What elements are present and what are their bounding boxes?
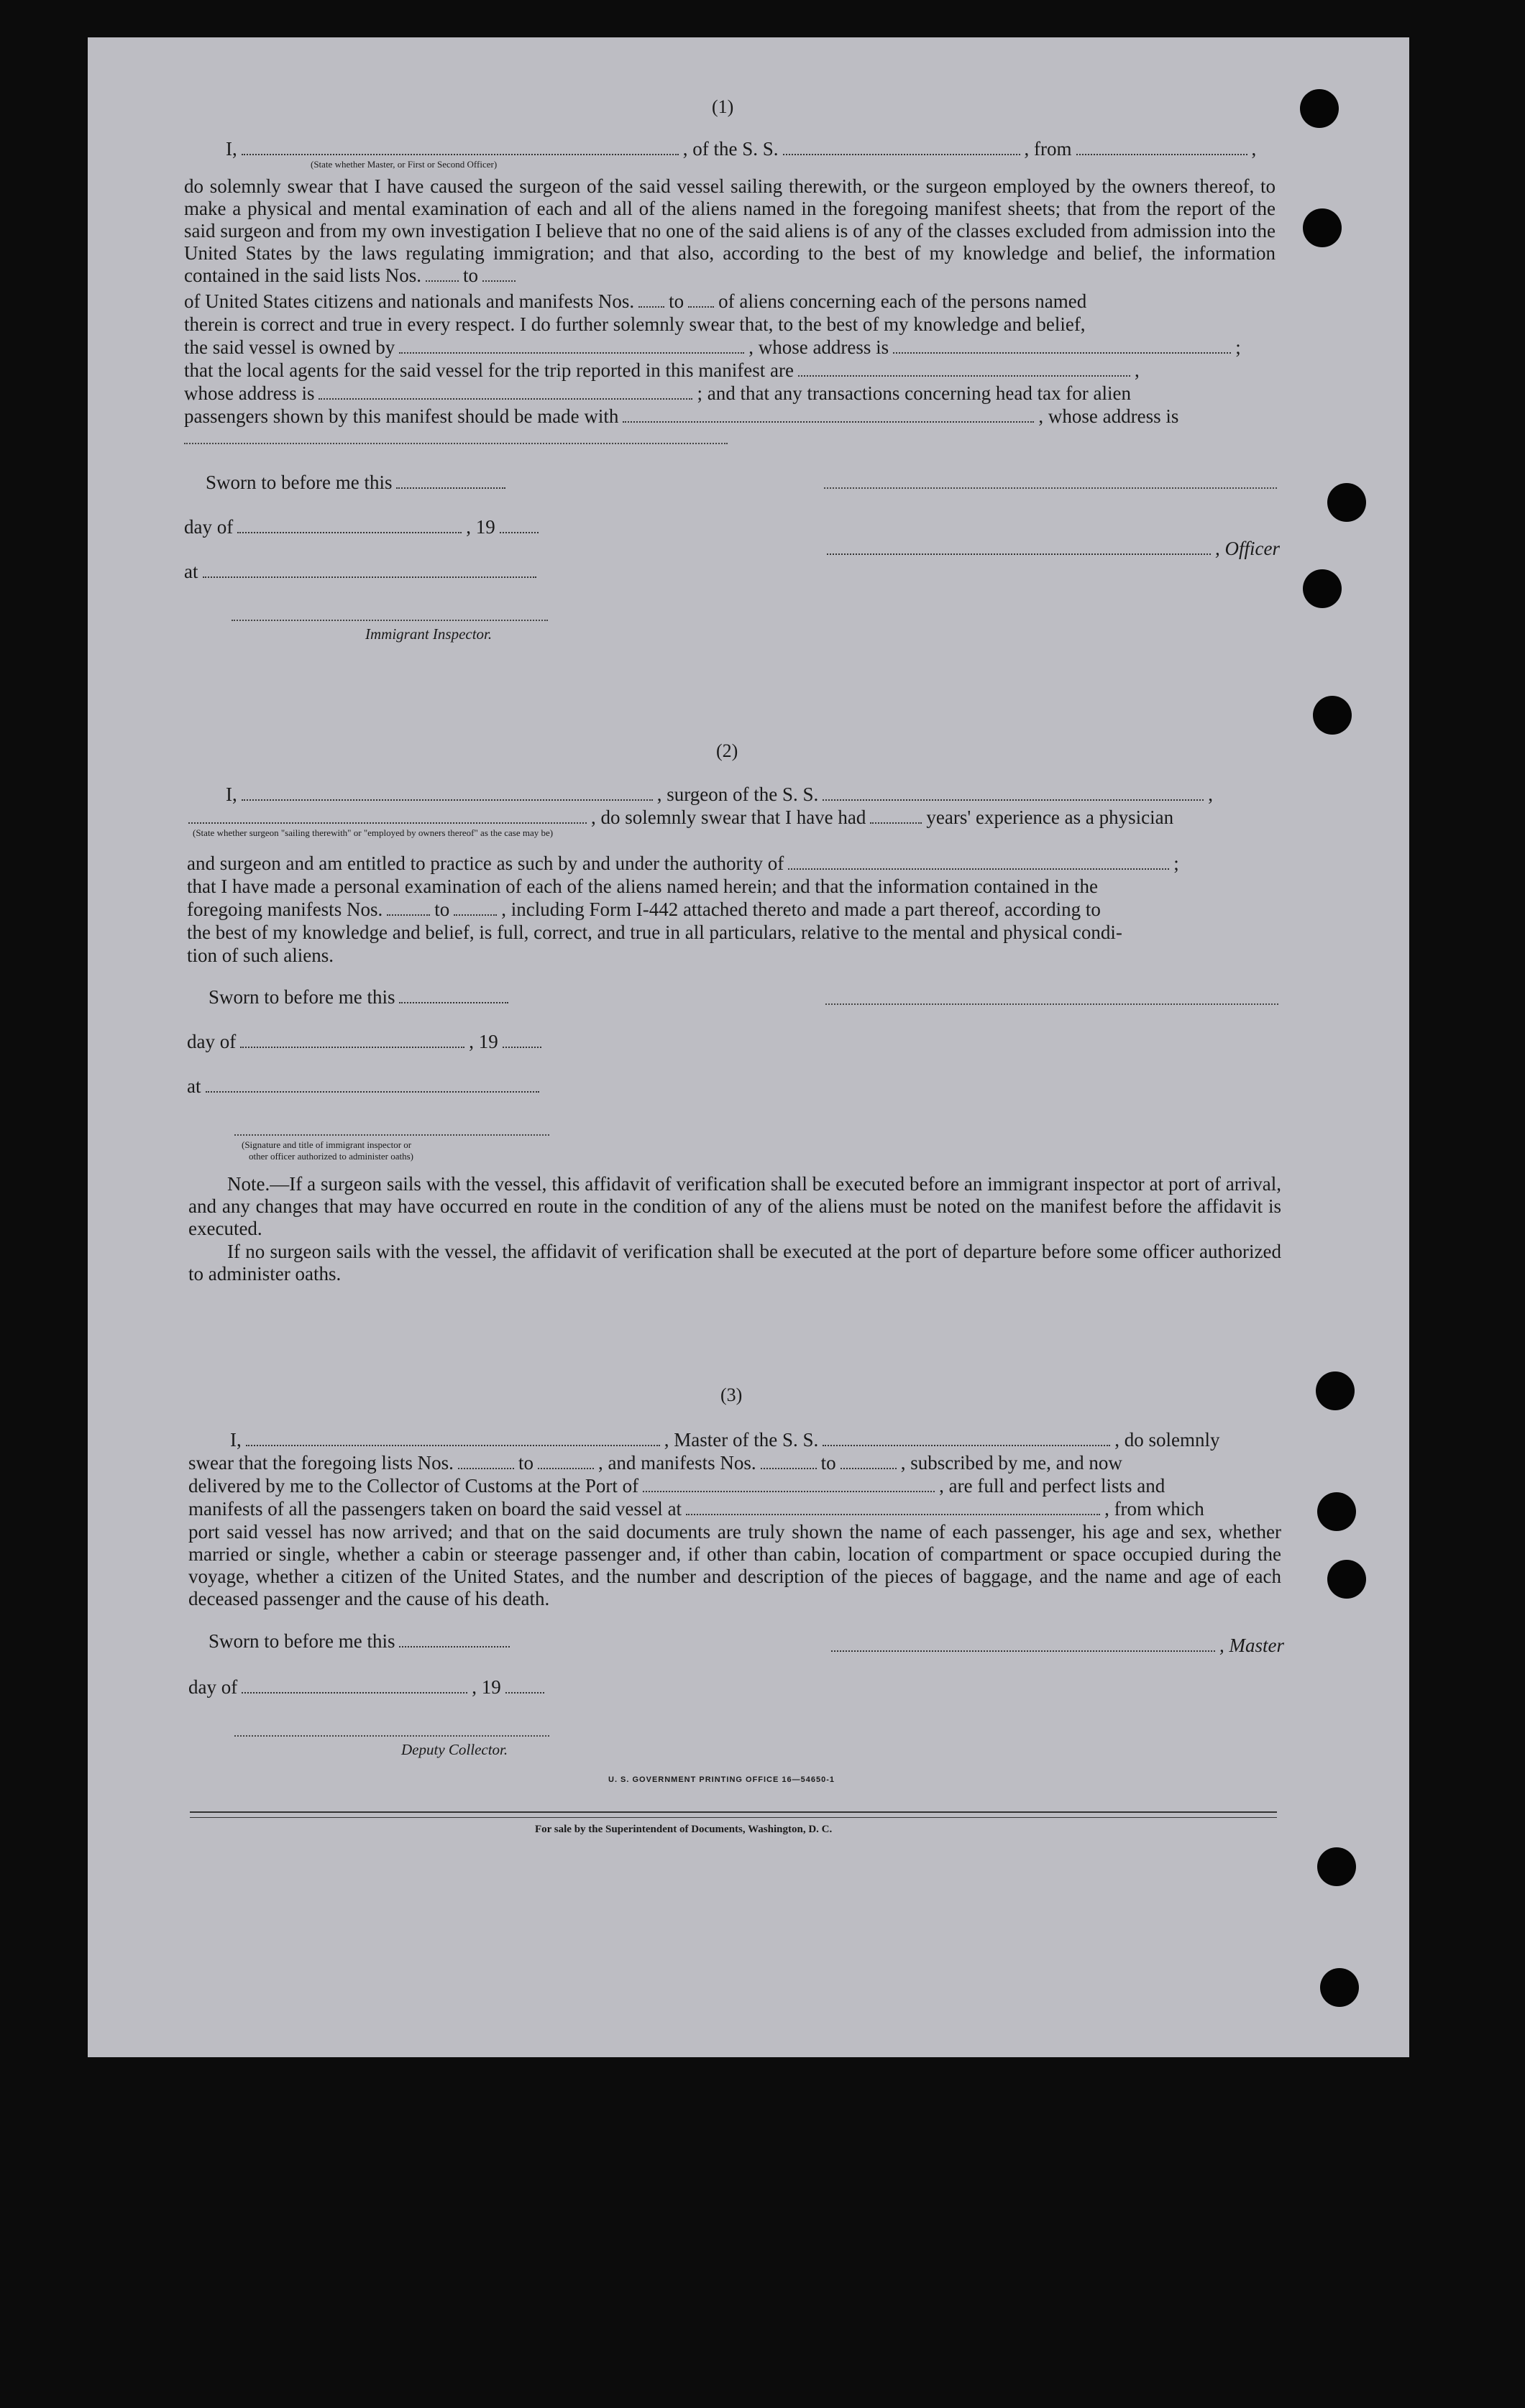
text: ; (1173, 853, 1179, 874)
oath-line (184, 384, 1131, 403)
surgeon-line: that I have made a personal examination of each of the aliens named herein; and that the information contained in the (187, 876, 1099, 897)
text: years' experience as a physician (926, 807, 1174, 828)
text: whose address is (184, 382, 315, 404)
text: , do solemnly swear that I have had (591, 807, 866, 828)
field-hint: (Signature and title of immigrant inspector or (242, 1139, 412, 1150)
binder-hole (1327, 1560, 1366, 1599)
text: passengers shown by this manifest should be made with (184, 405, 619, 427)
text: delivered by me to the Collector of Customs at the Port of (188, 1475, 639, 1497)
text: at (184, 561, 198, 582)
text: I, (226, 783, 237, 805)
text: , 19 (472, 1676, 501, 1698)
blank-field (482, 266, 516, 282)
jurat-at (184, 562, 541, 582)
oath-line: therein is correct and true in every respect. I do further solemnly swear that, to the best of my knowledge and belief, (184, 313, 1086, 335)
blank-field (798, 361, 1130, 377)
text: to (820, 1452, 836, 1474)
surgeon-line (187, 854, 1179, 873)
text: , (1134, 359, 1140, 381)
text: to (462, 265, 478, 286)
blank-field (458, 1453, 514, 1469)
signature-line (824, 487, 1277, 489)
blank-field (538, 1453, 594, 1469)
field-hint: (State whether surgeon "sailing therewith" or "employed by owners thereof" as the case may be) (193, 827, 554, 838)
blank-field (242, 1678, 467, 1694)
blank-field (454, 900, 497, 916)
text: day of (184, 516, 234, 538)
binder-hole (1327, 483, 1366, 522)
text: ; (1235, 336, 1241, 358)
master-line (230, 1430, 1219, 1450)
text: , Master of the S. S. (664, 1429, 819, 1451)
blank-field (242, 139, 679, 155)
text: of aliens concerning each of the persons named (718, 290, 1087, 312)
field-hint: (State whether Master, or First or Second Officer) (311, 159, 498, 170)
text: , from which (1104, 1498, 1204, 1520)
blank-field (505, 1678, 544, 1694)
blank-field (240, 1032, 464, 1048)
jurat-sworn (209, 1632, 514, 1651)
master-paragraph: port said vessel has now arrived; and that on the said documents are truly shown the name of each passenger, his age and sex, whether married or single, whether a cabin or steerage passenger and, if other than cabin, location of compartment or space occupied during the voyage, whether a citizen of the United States, and the number and description of the pieces of baggage, and the name and age of each deceased passenger and the cause of his death. (188, 1521, 1281, 1609)
blank-field (686, 1499, 1100, 1515)
text: , (1251, 138, 1257, 160)
blank-field (1076, 139, 1247, 155)
text: to (434, 899, 450, 920)
surgeon-line (226, 785, 1213, 804)
text: foregoing manifests Nos. (187, 899, 383, 920)
text: , Master (1219, 1635, 1284, 1656)
blank-field (184, 443, 728, 444)
text: that the local agents for the said vessel for the trip reported in this manifest are (184, 359, 794, 381)
blank-field (638, 292, 664, 308)
text: , (1208, 783, 1214, 805)
section-number: (2) (716, 740, 738, 761)
deputy-title: Deputy Collector. (401, 1741, 508, 1758)
signature-line (831, 1636, 1215, 1652)
blank-field (206, 1077, 539, 1093)
jurat-at (187, 1077, 544, 1096)
jurat-sworn (209, 988, 513, 1007)
text: , 19 (466, 516, 495, 538)
text: , subscribed by me, and now (900, 1452, 1122, 1474)
text: , are full and perfect lists and (939, 1475, 1165, 1497)
oath-line (184, 292, 1086, 311)
surgeon-line (184, 808, 1173, 827)
binder-hole (1313, 696, 1352, 735)
oath-line (184, 361, 1140, 380)
text: , and manifests Nos. (597, 1452, 756, 1474)
binder-hole (1300, 89, 1339, 128)
binder-hole (1303, 208, 1342, 247)
blank-field (823, 785, 1204, 801)
text: , Officer (1215, 538, 1280, 559)
oath-line (184, 407, 1178, 426)
field-hint: other officer authorized to administer oaths) (249, 1151, 413, 1162)
inspector-title: Immigrant Inspector. (365, 625, 493, 643)
blank-field (396, 473, 505, 489)
note-paragraph: If no surgeon sails with the vessel, the affidavit of verification shall be executed at the port of departure before some officer authorized to administer oaths. (188, 1241, 1281, 1285)
signature-line (825, 1003, 1278, 1005)
text: , 19 (469, 1031, 498, 1052)
blank-field (399, 988, 508, 1003)
text: I, (226, 138, 237, 160)
blank-field (893, 338, 1231, 354)
text: , whose address is (748, 336, 889, 358)
section-number: (1) (712, 96, 734, 117)
blank-field (503, 1032, 541, 1048)
blank-field (623, 407, 1034, 423)
text: at (187, 1075, 201, 1097)
footer-rule (190, 1811, 1277, 1813)
surgeon-line: tion of such aliens. (187, 945, 334, 966)
text: Sworn to before me this (206, 472, 393, 493)
binder-hole (1317, 1492, 1356, 1531)
jurat-day (188, 1678, 549, 1697)
text: , whose address is (1038, 405, 1179, 427)
master-signature (827, 1636, 1284, 1655)
master-line (188, 1453, 1122, 1473)
blank-field (688, 292, 714, 308)
text: to (518, 1452, 533, 1474)
blank-field (246, 1430, 660, 1446)
text: do solemnly swear that I have caused the surgeon of the said vessel sailing therewith, or the surgeon employed by the owners thereof, to make a physical and mental examination of each and all of the aliens named in the foregoing manifest sheets; that from the report of the said surgeon and from my own investigation I believe that no one of the said aliens is of any of the classes excluded from admission into the United States by the laws regulating immigration; and that also, according to the best of my knowledge and belief, the information contained in the said lists Nos. (184, 175, 1276, 286)
blank-field (399, 1632, 510, 1648)
text: the said vessel is owned by (184, 336, 395, 358)
text: , including Form I-442 attached thereto and made a part thereof, according to (501, 899, 1101, 920)
text: to (669, 290, 684, 312)
sale-notice: For sale by the Superintendent of Documents, Washington, D. C. (535, 1824, 833, 1835)
text: , of the S. S. (682, 138, 779, 160)
signature-line (232, 620, 548, 621)
surgeon-line (187, 900, 1101, 919)
signature-line (234, 1735, 549, 1737)
blank-field (237, 518, 462, 533)
blank-field (399, 338, 744, 354)
surgeon-line: the best of my knowledge and belief, is full, correct, and true in all particulars, relative to the mental and physical condi- (187, 922, 1122, 943)
binder-hole (1303, 569, 1342, 608)
blank-field (823, 1430, 1110, 1446)
text: manifests of all the passengers taken on board the said vessel at (188, 1498, 682, 1520)
master-line (188, 1499, 1204, 1519)
text: ; and that any transactions concerning head tax for alien (697, 382, 1132, 404)
affiant-line (226, 139, 1256, 159)
master-line (188, 1476, 1165, 1496)
printer-imprint: U. S. GOVERNMENT PRINTING OFFICE 16—54650-1 (608, 1775, 835, 1784)
text: swear that the foregoing lists Nos. (188, 1452, 454, 1474)
signature-line (234, 1134, 549, 1136)
text: I, (230, 1429, 242, 1451)
blank-field (387, 900, 430, 916)
text: , do solemnly (1114, 1429, 1220, 1451)
blank-field (761, 1453, 817, 1469)
text: day of (188, 1676, 238, 1698)
blank-field (319, 384, 692, 400)
section-number: (3) (720, 1384, 743, 1405)
text: and surgeon and am entitled to practice as such by and under the authority of (187, 853, 784, 874)
blank-field (788, 854, 1169, 870)
jurat-day (184, 518, 543, 537)
blank-field (870, 808, 922, 824)
jurat-sworn (206, 473, 510, 492)
text: , from (1024, 138, 1072, 160)
binder-hole (1317, 1847, 1356, 1886)
blank-field (500, 518, 539, 533)
text: Sworn to before me this (209, 1630, 395, 1652)
text: of United States citizens and nationals and manifests Nos. (184, 290, 635, 312)
blank-field (841, 1453, 897, 1469)
blank-field (643, 1476, 935, 1492)
note-paragraph: Note.—If a surgeon sails with the vessel, this affidavit of verification shall be executed before an immigrant inspector at port of arrival, and any changes that may have occurred en route in the condition of any of the aliens must be noted on the manifest before the affidavit is executed. (188, 1173, 1281, 1239)
jurat-day (187, 1032, 546, 1052)
blank-field (783, 139, 1020, 155)
text: , surgeon of the S. S. (656, 783, 819, 805)
binder-hole (1320, 1968, 1359, 2007)
binder-hole (1316, 1371, 1355, 1410)
blank-field (242, 785, 653, 801)
oath-paragraph (184, 175, 1276, 287)
officer-signature (823, 539, 1280, 559)
text: day of (187, 1031, 237, 1052)
footer-rule (190, 1817, 1277, 1818)
text: Sworn to before me this (209, 986, 395, 1008)
blank-field (203, 562, 536, 578)
blank-field (426, 266, 459, 282)
oath-line (184, 338, 1241, 357)
signature-line (827, 539, 1211, 555)
blank-field (188, 808, 587, 824)
